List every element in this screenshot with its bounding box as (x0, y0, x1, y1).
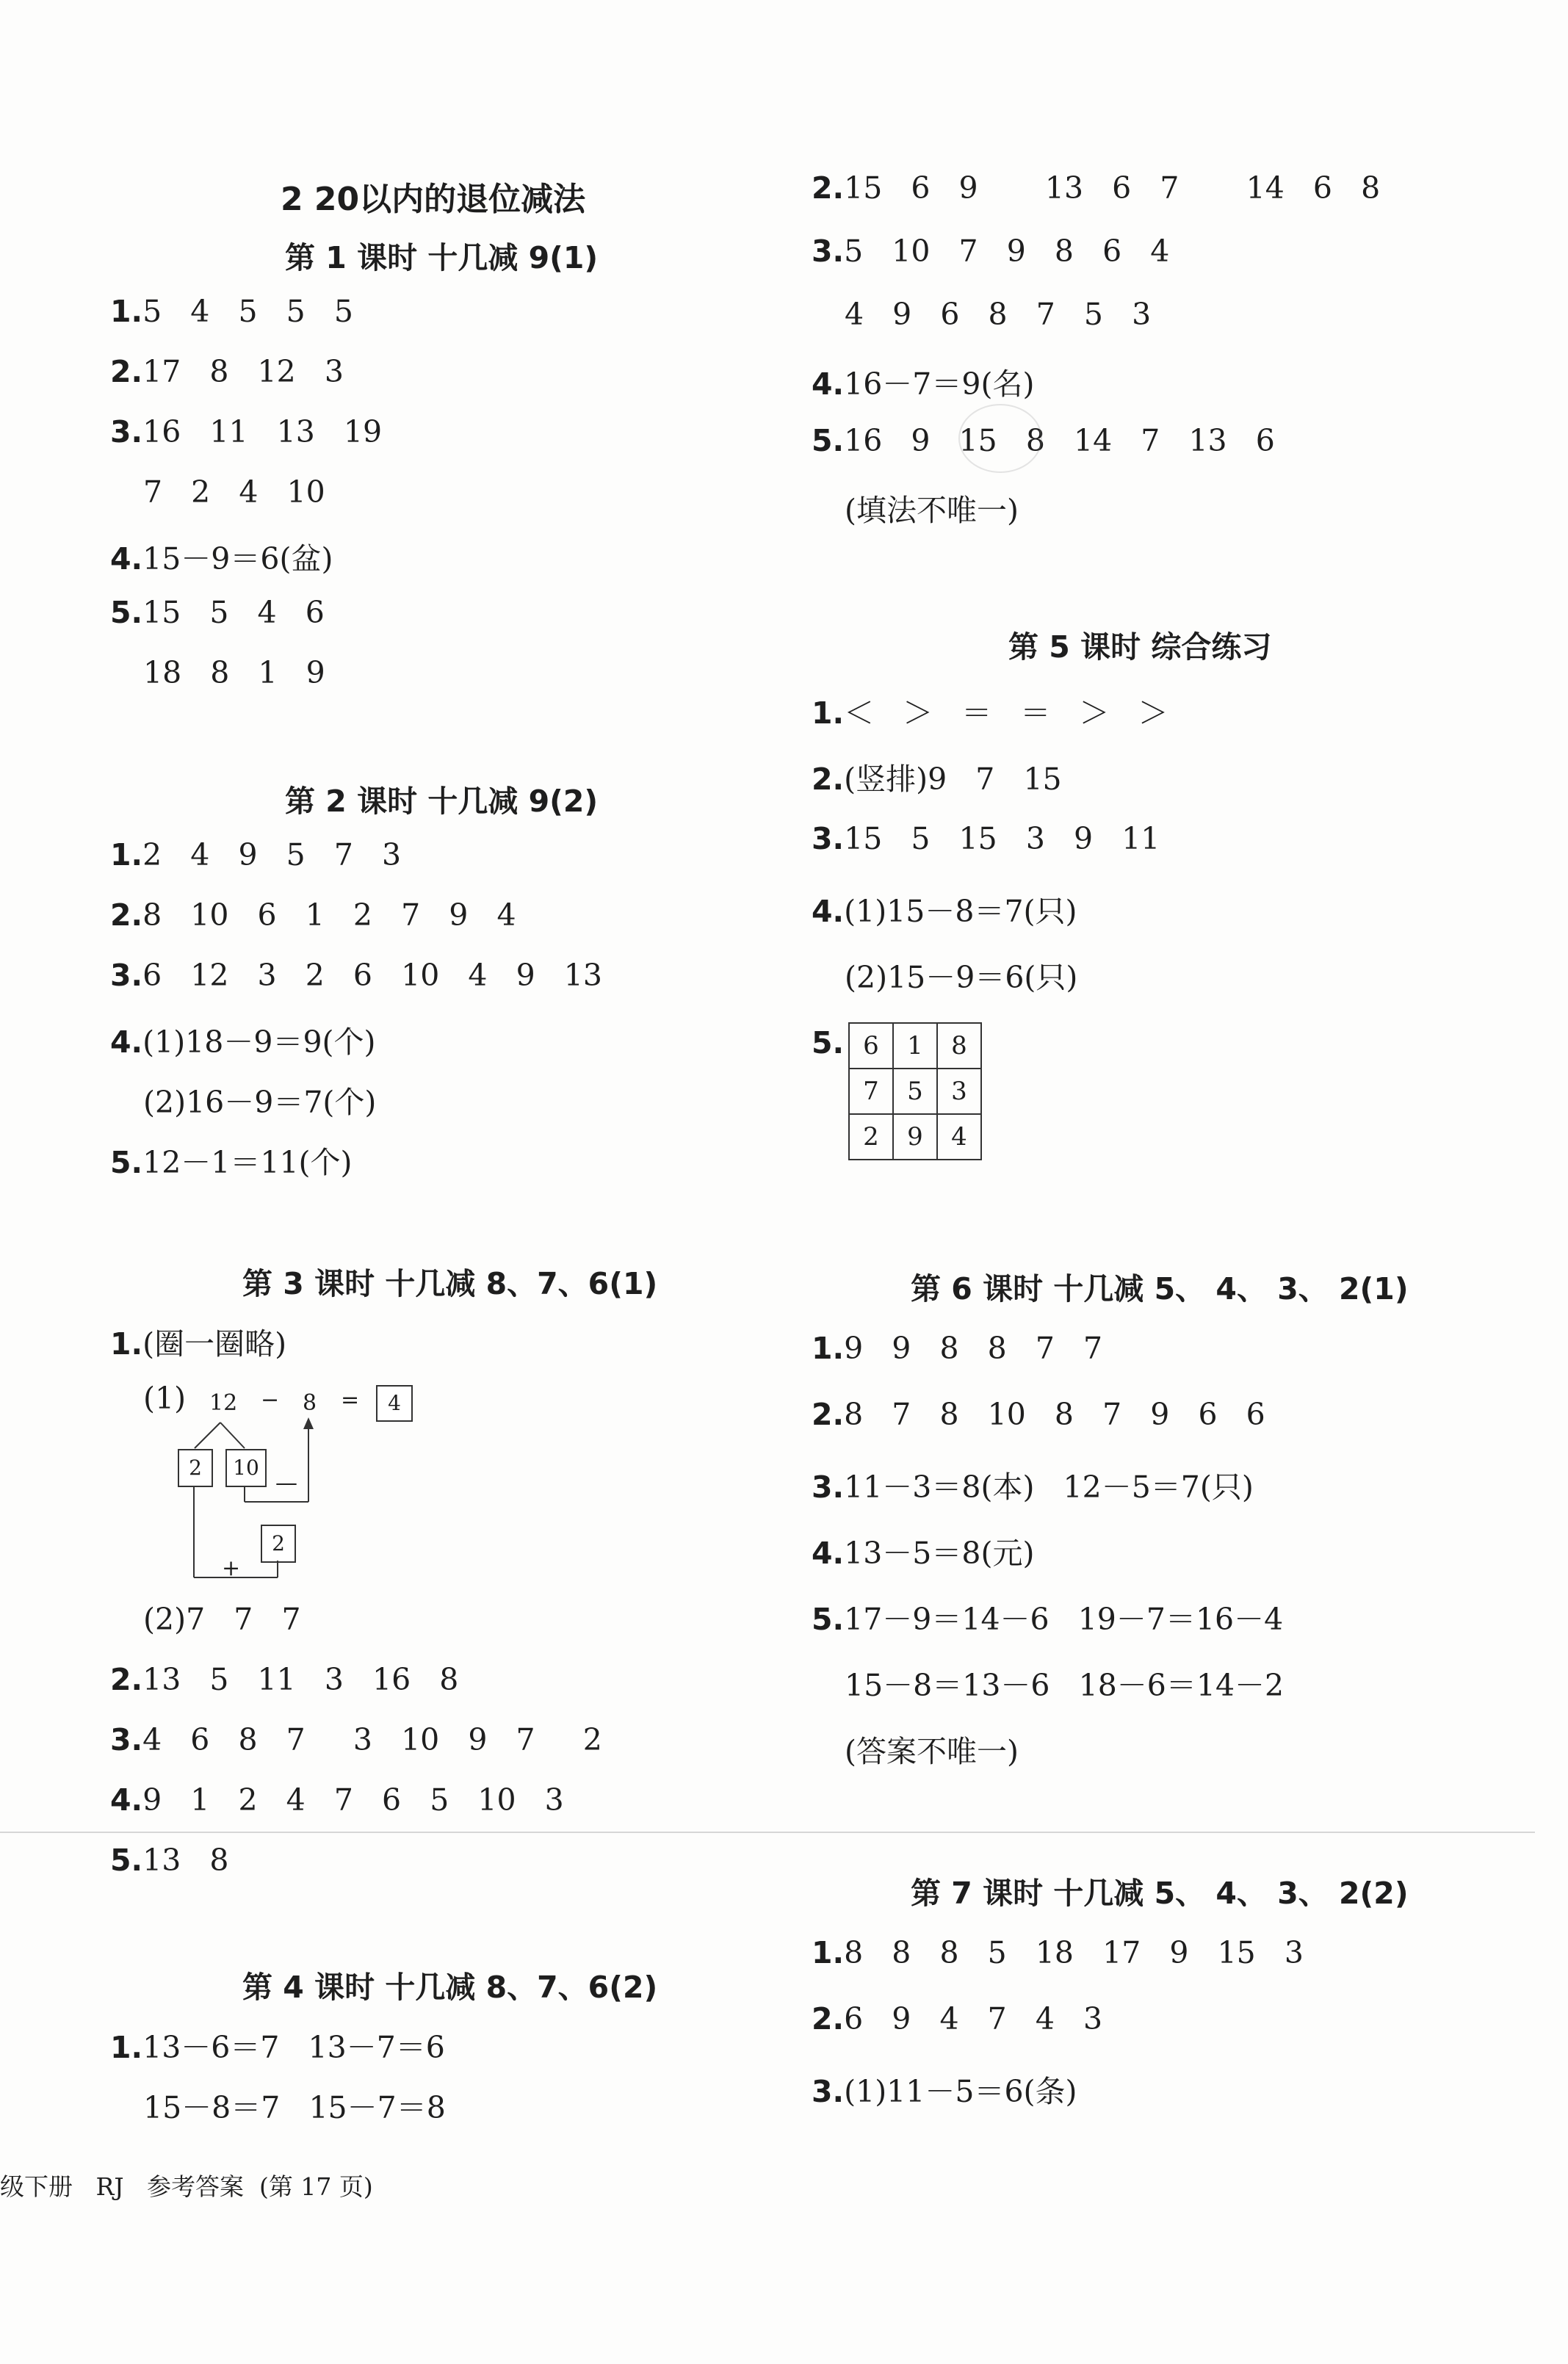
l1-line-4: 7 2 4 10 (143, 474, 325, 510)
l2-line-3: 3.6 12 3 2 6 10 4 9 13 (110, 958, 602, 993)
diagram-equals: = (341, 1387, 360, 1413)
grid-cell: 3 (937, 1069, 981, 1114)
l2-line-1: 1.2 4 9 5 7 3 (110, 837, 402, 872)
l6-line-1: 1.9 9 8 8 7 7 (812, 1331, 1103, 1366)
l7-line-2: 2.6 9 4 7 4 3 (812, 2001, 1103, 2036)
lesson-6-title: 第 6 课时 十几减 5、 4、 3、 2(1) (911, 1271, 1409, 1306)
lesson-3-title: 第 3 课时 十几减 8、7、6(1) (242, 1266, 658, 1301)
lesson-2-title: 第 2 课时 十几减 9(2) (285, 784, 599, 819)
grid-cell: 4 (937, 1114, 981, 1160)
l4b-line-2: 3.5 10 7 9 8 6 4 (812, 234, 1170, 269)
l5-line-1: 1.＜ ＞ ＝ ＝ ＞ ＞ (812, 695, 1168, 731)
l7-line-1: 1.8 8 8 5 18 17 9 15 3 (812, 1935, 1304, 1970)
l5-line-6: 5. (812, 1025, 845, 1060)
diagram-lines (110, 0, 111, 1)
l1-line-2: 2.17 8 12 3 (110, 354, 344, 389)
diagram-result-box: 4 (376, 1385, 413, 1422)
l3-line-5: 3.4 6 8 7 3 10 9 7 2 (110, 1722, 602, 1757)
chapter-title: 2 20以内的退位减法 (281, 181, 586, 218)
l3-line-4: 2.13 5 11 3 16 8 (110, 1662, 459, 1697)
l1-line-3: 3.16 11 13 19 (110, 414, 383, 449)
diagram-remainder-box: 2 (261, 1525, 296, 1563)
page-footer: 级下册 RJ 参考答案 (第 17 页) (0, 2172, 373, 2201)
page-divider (0, 1832, 1535, 1833)
l5-line-2: 2.(竖排)9 7 15 (812, 762, 1062, 797)
l1-line-1: 1.5 4 5 5 5 (110, 294, 353, 329)
diagram-subtract-sign: — (275, 1470, 297, 1496)
l2-line-2: 2.8 10 6 1 2 7 9 4 (110, 897, 516, 933)
l6-line-6: 15－8＝13－6 18－6＝14－2 (845, 1668, 1285, 1703)
grid-cell: 9 (893, 1114, 937, 1160)
l1-line-6: 5.15 5 4 6 (110, 595, 325, 630)
l1-line-5: 4.15－9＝6(盆) (110, 541, 333, 576)
l6-line-4: 4.13－5＝8(元) (812, 1536, 1035, 1571)
grid-cell: 2 (849, 1114, 893, 1160)
l3-line-3: (2)7 7 7 (143, 1602, 301, 1637)
l5-line-5: (2)15－9＝6(只) (845, 960, 1078, 995)
lesson-1-title: 第 1 课时 十几减 9(1) (285, 240, 599, 275)
l2-line-6: 5.12－1＝11(个) (110, 1145, 353, 1180)
faint-stamp-mark (958, 404, 1042, 473)
l4b-line-3: 4 9 6 8 7 5 3 (845, 297, 1152, 332)
diagram-split-left-box: 2 (178, 1449, 213, 1487)
lesson-5-title: 第 5 课时 综合练习 (1008, 629, 1272, 665)
diagram-split-right-box: 10 (225, 1449, 267, 1487)
diagram-minuend: 12 (209, 1390, 238, 1416)
l4-line-2: 15－8＝7 15－7＝8 (143, 2090, 446, 2125)
grid-cell: 1 (893, 1023, 937, 1069)
l3-line-7: 5.13 8 (110, 1843, 229, 1878)
grid-cell: 7 (849, 1069, 893, 1114)
l4b-line-6: (填法不唯一) (845, 493, 1019, 528)
lesson-4-title: 第 4 课时 十几减 8、7、6(2) (242, 1970, 658, 2005)
l2-line-5: (2)16－9＝7(个) (143, 1085, 377, 1120)
l7-line-3: 3.(1)11－5＝6(条) (812, 2074, 1077, 2109)
diagram-subtrahend: 8 (303, 1390, 317, 1416)
l4b-line-5: 5.16 9 15 8 14 7 13 6 (812, 423, 1275, 458)
l3-line-6: 4.9 1 2 4 7 6 5 10 3 (110, 1782, 564, 1818)
grid-cell: 5 (893, 1069, 937, 1114)
l2-line-4: 4.(1)18－9＝9(个) (110, 1024, 376, 1060)
l6-line-7: (答案不唯一) (845, 1734, 1019, 1769)
l4-line-1: 1.13－6＝7 13－7＝6 (110, 2030, 445, 2065)
l4b-line-4: 4.16－7＝9(名) (812, 366, 1035, 402)
l6-line-5: 5.17－9＝14－6 19－7＝16－4 (812, 1602, 1284, 1637)
diagram-minus: − (261, 1387, 280, 1413)
l5-line-3: 3.15 5 15 3 9 11 (812, 821, 1160, 856)
l5-line-4: 4.(1)15－8＝7(只) (812, 894, 1077, 929)
grid-cell: 8 (937, 1023, 981, 1069)
diagram-plus-sign: + (222, 1555, 241, 1581)
l3-line-2: (1) (143, 1381, 187, 1416)
l1-line-7: 18 8 1 9 (143, 655, 325, 690)
l6-line-2: 2.8 7 8 10 8 7 9 6 6 (812, 1397, 1265, 1432)
lesson-7-title: 第 7 课时 十几减 5、 4、 3、 2(2) (911, 1876, 1409, 1911)
grid-cell: 6 (849, 1023, 893, 1069)
l4b-line-1: 2.15 6 9 13 6 7 14 6 8 (812, 170, 1381, 206)
l3-line-1: 1.(圈一圈略) (110, 1326, 287, 1362)
magic-square-grid (848, 1022, 982, 1160)
l6-line-3: 3.11－3＝8(本) 12－5＝7(只) (812, 1470, 1254, 1505)
